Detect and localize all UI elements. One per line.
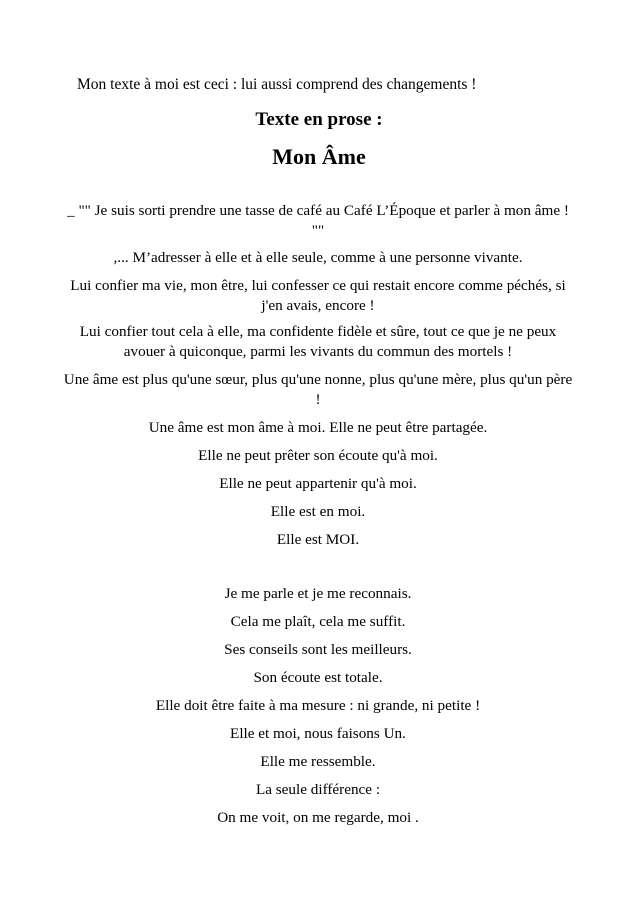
paragraph-18: La seule différence : (255, 781, 381, 798)
paragraph-2: ,... M’adresser à elle et à elle seule, comme à une personne vivante. (113, 249, 523, 266)
paragraph-3: Lui confier ma vie, mon être, lui confesser ce qui restait encore comme péchés, si j'en avais, encore ! (70, 277, 566, 314)
paragraph-10: Elle est MOI. (276, 531, 360, 548)
paragraph-5: Une âme est plus qu'une sœur, plus qu'une nonne, plus qu'une mère, plus qu'un père ! (63, 371, 573, 408)
intro-line: Mon texte à moi est ceci : lui aussi comprend des changements ! (77, 76, 477, 93)
paragraph-12: Cela me plaît, cela me suffit. (230, 613, 406, 630)
paragraph-17: Elle me ressemble. (260, 753, 376, 770)
paragraph-16: Elle et moi, nous faisons Un. (230, 725, 406, 742)
paragraph-1: _ "" Je suis sorti prendre une tasse de café au Café L’Époque et parler à mon âme ! "" (67, 202, 569, 239)
subtitle-heading: Texte en prose : (255, 109, 383, 130)
paragraph-7: Elle ne peut prêter son écoute qu'à moi. (198, 447, 438, 464)
title-heading: Mon Âme (272, 144, 366, 169)
paragraph-15: Elle doit être faite à ma mesure : ni grande, ni petite ! (155, 697, 481, 714)
paragraph-14: Son écoute est totale. (253, 669, 383, 686)
paragraph-9: Elle est en moi. (270, 503, 366, 520)
paragraph-4: Lui confier tout cela à elle, ma confidente fidèle et sûre, tout ce que je ne peux avouer à quiconque, parmi les vivants du commun des mortels ! (79, 323, 557, 360)
paragraph-11: Je me parle et je me reconnais. (224, 585, 412, 602)
paragraph-6: Une âme est mon âme à moi. Elle ne peut être partagée. (148, 419, 488, 436)
paragraph-8: Elle ne peut appartenir qu'à moi. (219, 475, 417, 492)
paragraph-19: On me voit, on me regarde, moi . (217, 809, 419, 826)
paragraph-13: Ses conseils sont les meilleurs. (224, 641, 412, 658)
